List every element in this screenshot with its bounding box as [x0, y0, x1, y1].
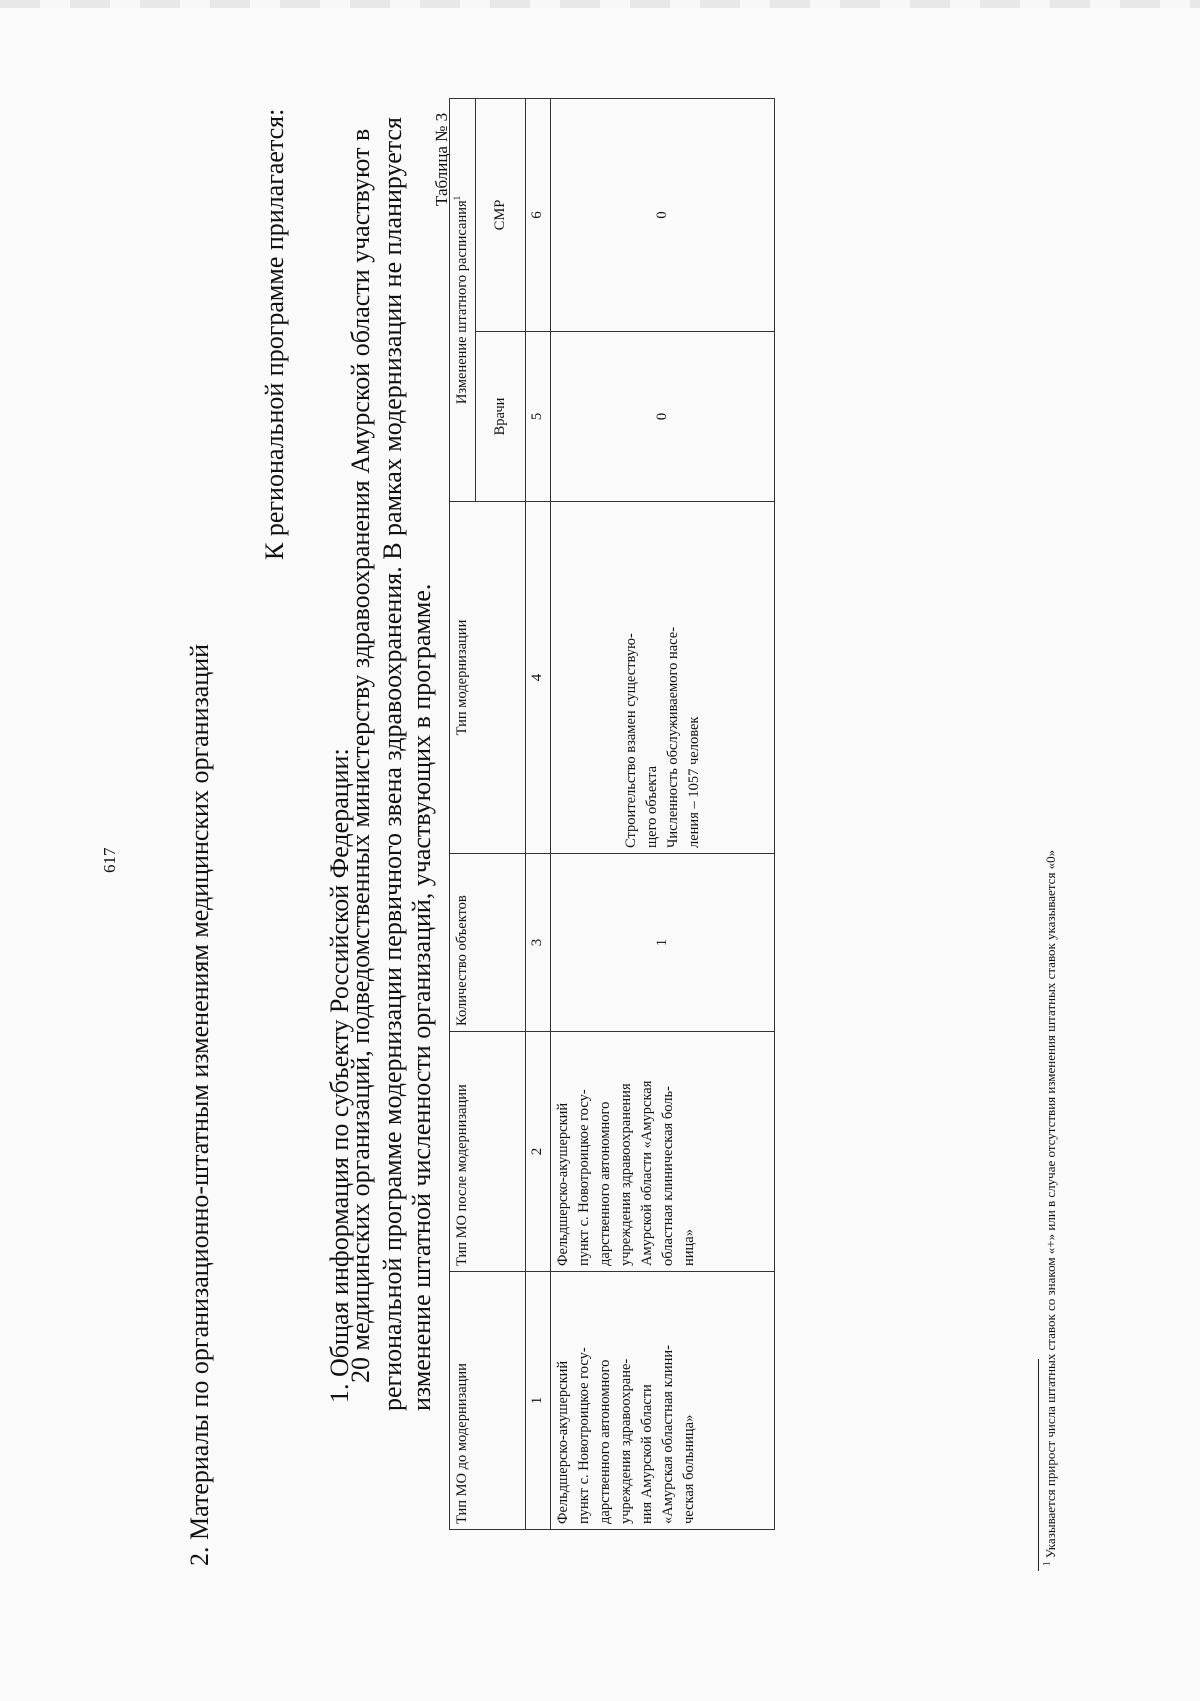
header-smr: СМР	[476, 99, 526, 332]
modernization-table	[449, 98, 775, 1530]
cell-doctors: 0	[551, 332, 775, 502]
col-number-4: 4	[526, 502, 551, 854]
header-object-count: Количество объектов	[450, 854, 526, 1032]
cell-mo-after	[551, 1032, 775, 1272]
footnote-text: Указывается прирост числа штатных ставок со знаком «+» или в случае отсутствия изменения штатных ставок указывается «0»	[1043, 849, 1058, 1559]
general-info-line-1: 20 медицинских организаций, подведомственных министерству здравоохранения Амурской области участвуют в	[346, 128, 375, 1383]
cell-line: дарственного автономного	[597, 1359, 613, 1524]
table-header-row	[450, 99, 476, 1530]
cell-line: ления – 1057 человек	[685, 716, 702, 848]
header-staff-change-text: Изменение штатного расписания	[454, 200, 470, 405]
column-number-row	[526, 99, 551, 1530]
cell-line: Фельдшерско-акушерский	[555, 1360, 571, 1524]
cell-line: ница»	[681, 1229, 697, 1266]
footnote-rule	[1038, 1359, 1039, 1571]
cell-smr: 0	[551, 99, 775, 332]
attachment-note: К региональной программе прилагается:	[260, 108, 289, 560]
cell-mo-before	[551, 1272, 775, 1530]
cell-line: пункт с. Новотроицкое госу-	[576, 1347, 592, 1524]
cell-line: ческая больница»	[681, 1414, 697, 1524]
header-doctors: Врачи	[476, 332, 526, 502]
page-number: 617	[100, 847, 119, 873]
header-mod-type: Тип модернизации	[450, 502, 526, 854]
footnote-ref: 1	[452, 195, 463, 201]
cell-line: областная клиническая боль-	[660, 1086, 676, 1266]
cell-line: дарственного автономного	[597, 1101, 613, 1266]
cell-line: учреждения здравоохранения	[618, 1083, 634, 1266]
col-number-5: 5	[526, 332, 551, 502]
col-number-3: 3	[526, 854, 551, 1032]
cell-line: Строительство взамен существую-	[622, 633, 639, 848]
cell-line: Численность обслуживаемого насе-	[664, 626, 681, 848]
cell-line: Фельдшерско-акушерский	[555, 1102, 571, 1266]
header-mo-before: Тип МО до модернизации	[450, 1272, 526, 1530]
cell-line: пункт с. Новотроицкое госу-	[576, 1089, 592, 1266]
col-number-2: 2	[526, 1032, 551, 1272]
general-info-line-3: изменение штатной численности организаций, участвующих в программе.	[407, 583, 436, 1411]
header-mo-after: Тип МО после модернизации	[450, 1032, 526, 1272]
cell-line: щего объекта	[643, 765, 660, 848]
footnote	[1043, 850, 1059, 1566]
general-info-line-2: региональной программе модернизации первичного звена здравоохранения. В рамках модернизации не планируется	[378, 117, 407, 1411]
general-info-heading: 1. Общая информация по субъекту Российской Федерации:	[325, 748, 354, 1403]
cell-line: учреждения здравоохране-	[618, 1358, 634, 1524]
cell-line: Амурской области «Амурская	[639, 1080, 655, 1266]
cell-line: ния Амурской области	[639, 1384, 655, 1524]
section-heading: 2. Материалы по организационно-штатным изменениям медицинских организаций	[185, 643, 214, 1566]
table-caption: Таблица № 3	[432, 112, 451, 206]
cell-mod-type	[551, 502, 775, 854]
col-number-1: 1	[526, 1272, 551, 1530]
cell-object-count: 1	[551, 854, 775, 1032]
footnote-mark: 1	[1041, 1561, 1052, 1566]
col-number-6: 6	[526, 99, 551, 332]
table-row	[551, 99, 775, 1530]
header-staff-change	[450, 99, 476, 502]
cell-line: «Амурская областная клини-	[660, 1345, 676, 1524]
